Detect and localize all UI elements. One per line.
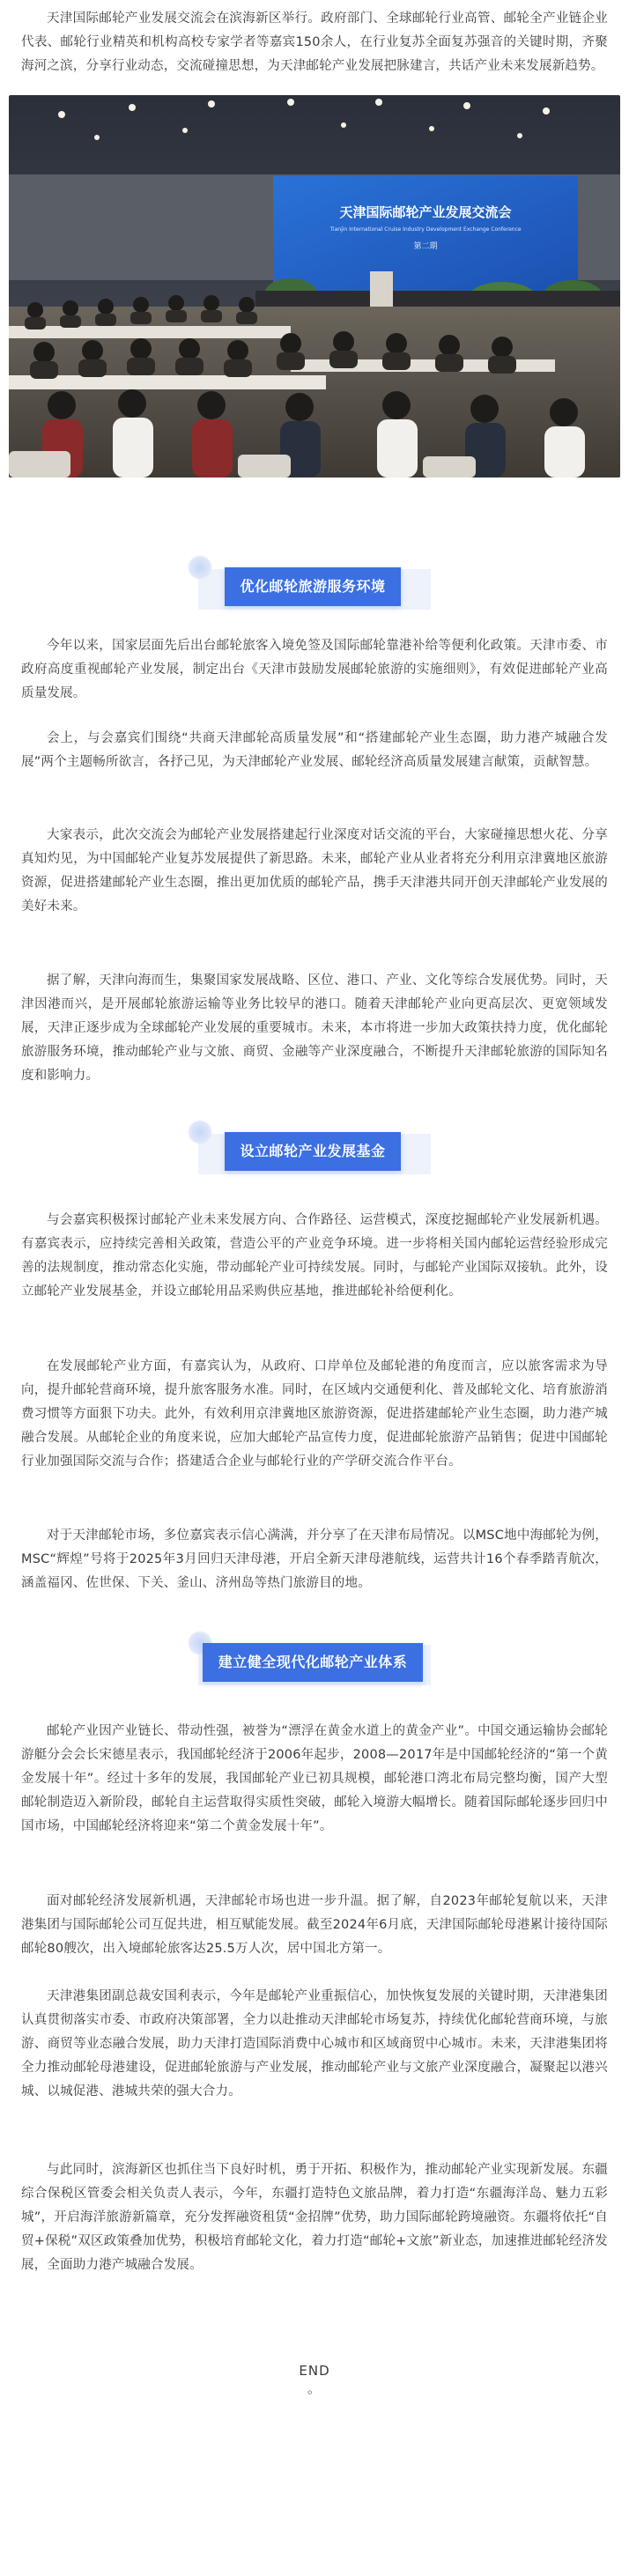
section-title-3: 建立健全现代化邮轮产业体系 [203,1643,423,1682]
paragraph-8: 对于天津邮轮市场，多位嘉宾表示信心满满，并分享了在天津布局情况。以MSC地中海邮轮为例，MSC“辉煌”号将于2025年3月回归天津母港，开启全新天津母港航线，运营共计16个春季踏青航次，涵盖福冈、佐世保、下关、釜山、济州岛等热门旅游目的地。 [21,1529,608,1590]
screen-subtitle-en: Tianjin International Cruise Industry Development Exchange Conference [329,226,522,233]
end-dot: 。 [307,2380,322,2396]
section-heading-1 [0,550,629,620]
paragraph-7: 在发展邮轮产业方面，有嘉宾认为，从政府、口岸单位及邮轮港的角度而言，应以旅客需求为导向，提升邮轮营商环境，提升旅客服务水准。同时，在区域内交通便利化、普及邮轮文化、培育旅游消费习惯等方面狠下功夫。此外，有效利用京津冀地区旅游资源，促进搭建邮轮产业生态圈，助力港产城融合发展。从邮轮企业的角度来说，应加大邮轮产品宣传力度，促进邮轮旅游产品销售；促进中国邮轮行业加强国际交流与合作；搭建适合企业与邮轮行业的产学研交流合作平台。 [21,1359,608,1469]
conference-photo [9,95,620,477]
end-mark: END [299,2363,330,2379]
section-heading-2 [0,1114,629,1185]
paragraph-9: 邮轮产业因产业链长、带动性强，被誉为“漂浮在黄金水道上的黄金产业”。中国交通运输协会邮轮游艇分会会长宋德星表示，我国邮轮经济于2006年起步，2008—2017年是中国邮轮经济的“第一个黄金发展十年”。经过十多年的发展，我国邮轮产业已初具规模，邮轮港口湾北布局完整均衡，国产大型邮轮制造迈入新阶段，邮轮自主运营取得实质性突破，邮轮入境游大幅增长。随着国际邮轮逐步回归中国市场，中国邮轮经济将迎来“第二个黄金发展十年”。 [21,1724,608,1833]
heading-decoration [188,1120,212,1144]
section-title-2: 设立邮轮产业发展基金 [225,1132,401,1171]
paragraph-12: 与此同时，滨海新区也抓住当下良好时机，勇于开拓、积极作为，推动邮轮产业实现新发展。东疆综合保税区管委会相关负责人表示，今年，东疆打造特色文旅品牌，着力打造“东疆海洋岛、魅力五彩城”，开启海洋旅游新篇章，充分发挥融资租赁“金招牌”优势，助力国际邮轮跨境融资。东疆将依托“自贸+保税”双区政策叠加优势，积极培育邮轮文化，着力打造“邮轮+文旅”新业态，加速推进邮轮经济发展，全面助力港产城融合发展。 [21,2163,608,2272]
section-heading-3 [0,1625,629,1696]
paragraph-4: 大家表示，此次交流会为邮轮产业发展搭建起行业深度对话交流的平台，大家碰撞思想火花、分享真知灼见，为中国邮轮产业复苏发展提供了新思路。未来，邮轮产业从业者将充分利用京津冀地区旅游资源，促进搭建邮轮产业生态圈，推出更加优质的邮轮产品，携手天津港共同开创天津邮轮产业发展的美好未来。 [21,828,608,914]
screen-session: 第二期 [413,242,438,251]
intro-paragraph: 天津国际邮轮产业发展交流会在滨海新区举行。政府部门、全球邮轮行业高管、邮轮全产业链企业代表、邮轮行业精英和机构高校专家学者等嘉宾150余人，在行业复苏全面复苏强音的关键时期，齐聚海河之滨，分享行业动态，交流碰撞思想，为天津邮轮产业发展把脉建言，共话产业未来发展新趋势。 [21,11,608,73]
paragraph-11: 天津港集团副总裁安国利表示，今年是邮轮产业重振信心，加快恢复发展的关键时期，天津港集团认真贯彻落实市委、市政府决策部署，全力以赴推动天津邮轮市场复苏，持续优化邮轮营商环境，与旅游、商贸等业态融合发展，助力天津打造国际消费中心城市和区域商贸中心城市。未来，天津港集团将全力推动邮轮母港建设，促进邮轮旅游与产业发展，推动邮轮产业与文旅产业深度融合，凝聚起以港兴城、以城促港、港城共荣的强大合力。 [21,1989,608,2099]
section-title-1: 优化邮轮旅游服务环境 [225,567,401,606]
paragraph-3: 会上，与会嘉宾们围绕“共商天津邮轮高质量发展”和“搭建邮轮产业生态圈，助力港产城融合发展”两个主题畅所欲言，各抒己见，为天津邮轮产业发展、邮轮经济高质量发展建言献策，贡献智慧。 [21,731,608,769]
paragraph-2: 今年以来，国家层面先后出台邮轮旅客入境免签及国际邮轮靠港补给等便利化政策。天津市委、市政府高度重视邮轮产业发展，制定出台《天津市鼓励发展邮轮旅游的实施细则》，有效促进邮轮产业高质量发展。 [21,639,608,700]
paragraph-5: 据了解，天津向海而生，集聚国家发展战略、区位、港口、产业、文化等综合发展优势。同时，天津因港而兴，是开展邮轮旅游运输等业务比较早的港口。随着天津邮轮产业向更高层次、更宽领域发展，天津正逐步成为全球邮轮产业发展的重要城市。未来，本市将进一步加大政策扶持力度，优化邮轮旅游服务环境，推动邮轮产业与文旅、商贸、金融等产业深度融合，不断提升天津邮轮旅游的国际知名度和影响力。 [21,973,608,1083]
heading-decoration [188,555,212,580]
paragraph-6: 与会嘉宾积极探讨邮轮产业未来发展方向、合作路径、运营模式，深度挖掘邮轮产业发展新机遇。有嘉宾表示，应持续完善相关政策，营造公平的产业竞争环境。进一步将相关国内邮轮运营经验形成完善的法规制度，推动常态化实施，带动邮轮产业可持续发展。同时，与邮轮产业国际双接轨。此外，设立邮轮产业发展基金，并设立邮轮用品采购供应基地，推进邮轮补给便利化。 [21,1213,608,1299]
paragraph-10: 面对邮轮经济发展新机遇，天津邮轮市场也进一步升温。据了解，自2023年邮轮复航以来，天津港集团与国际邮轮公司互促共进，相互赋能发展。截至2024年6月底，天津国际邮轮母港累计接待国际邮轮80艘次，出入境邮轮旅客达25.5万人次，居中国北方第一。 [21,1894,608,1956]
screen-title: 天津国际邮轮产业发展交流会 [339,204,512,220]
